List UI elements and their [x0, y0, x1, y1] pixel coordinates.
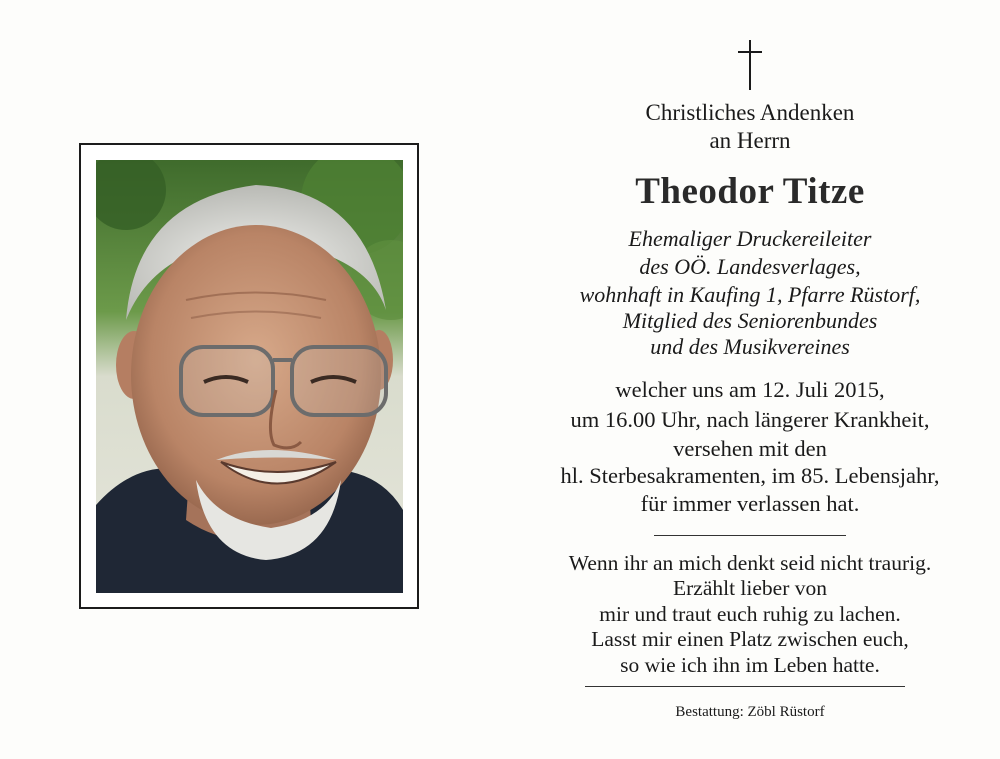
divider-2 [585, 686, 905, 687]
death-notice-line-5: für immer verlassen hat. [640, 491, 860, 516]
poem-line-3: mir und traut euch ruhig zu lachen. [599, 602, 901, 626]
poem-line-2: Erzählt lieber von [672, 576, 828, 600]
death-notice-line-3: versehen mit den [673, 436, 827, 461]
funeral-home: Bestattung: Zöbl Rüstorf [675, 704, 825, 720]
heading-line-1: Christliches Andenken [645, 100, 855, 125]
poem-line-4: Lasst mir einen Platz zwischen euch, [591, 627, 909, 651]
description-line-4: Mitglied des Seniorenbundes [622, 308, 878, 333]
description-line-2: des OÖ. Landesverlages, [639, 254, 861, 279]
portrait-frame [79, 143, 419, 609]
portrait-image [96, 160, 403, 593]
cross-icon [738, 40, 762, 90]
poem-line-5: so wie ich ihn im Leben hatte. [620, 653, 880, 677]
description-line-5: und des Musikvereines [650, 334, 850, 359]
death-notice-line-4: hl. Sterbesakramenten, im 85. Lebensjahr, [560, 463, 940, 488]
portrait-photo [96, 160, 403, 593]
description-line-3: wohnhaft in Kaufing 1, Pfarre Rüstorf, [579, 282, 921, 307]
divider-1 [654, 535, 846, 536]
death-notice-line-1: welcher uns am 12. Juli 2015, [615, 377, 885, 402]
description-line-1: Ehemaliger Druckereileiter [628, 226, 872, 251]
poem-line-1: Wenn ihr an mich denkt seid nicht traurig. [568, 551, 932, 575]
deceased-name: Theodor Titze [635, 171, 865, 212]
heading-line-2: an Herrn [709, 128, 791, 153]
death-notice-line-2: um 16.00 Uhr, nach längerer Krankheit, [570, 407, 930, 432]
